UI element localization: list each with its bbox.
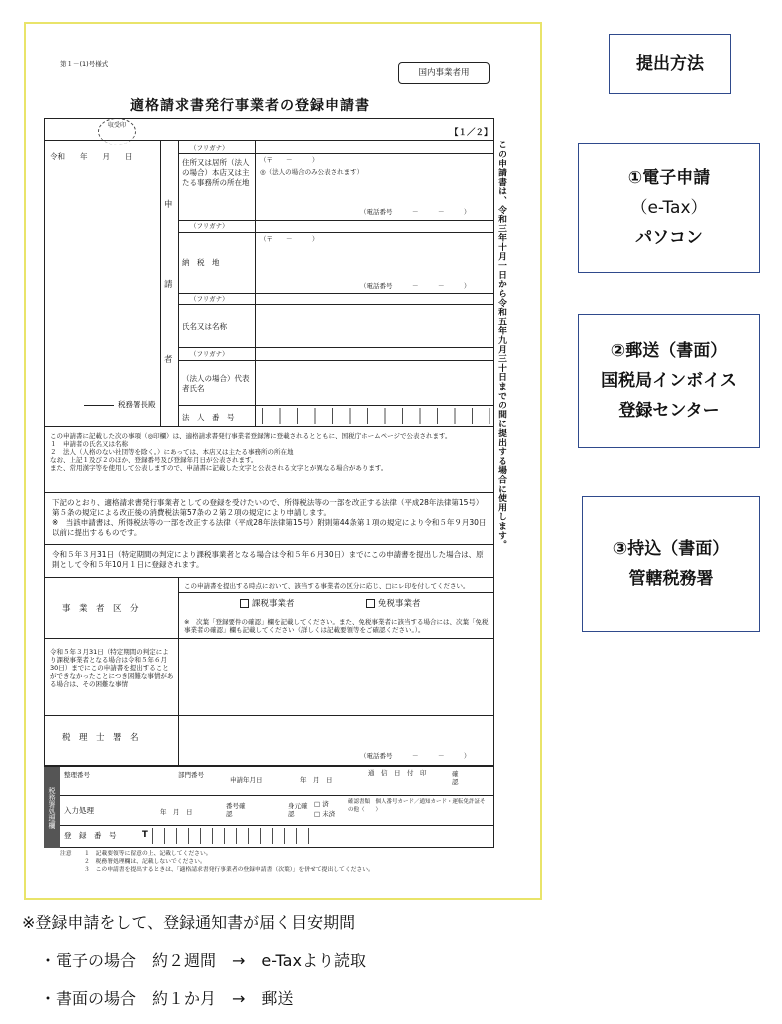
method-electronic: [578, 143, 760, 273]
office-dept-number: 部門番号: [178, 771, 204, 779]
office-not-done: □ 未済: [314, 810, 336, 818]
method-mail-line-3: 登録センター: [618, 401, 720, 421]
business-header: この申請書を提出する時点において、該当する事業者の区分に応じ、□にレ印を付してください。: [184, 582, 470, 590]
form-style-number: 第１－(1)号様式: [60, 60, 109, 68]
office-identity-check: 身元確認: [288, 802, 308, 818]
method-mail: [578, 314, 760, 448]
method-mail-line-2: 国税局インボイス: [601, 371, 737, 391]
hardship-label: 令和５年３月31日（特定期間の判定により課税事業者となる場合は令和５年６月30日）までにこの申請書を提出することができなかったことにつき困難な事情がある場合は、その困難な事情: [50, 648, 174, 688]
business-note: ※ 次葉「登録要件の確認」欄を記載してください。また、免税事業者に該当する場合には、次葉「免税事業者の確認」欄も記載してください（詳しくは記載要領等をご確認ください。）。: [184, 618, 489, 634]
furigana-3: （フリガナ）: [190, 295, 229, 303]
furigana-4: （フリガナ）: [190, 350, 229, 358]
publication-item-3: なお、上記１及び２のほか、登録番号及び登録年月日が公表されます。: [50, 456, 258, 464]
date-line: 令和 年 月 日: [50, 152, 133, 161]
office-check: 確認: [452, 770, 459, 786]
corporate-number-label: 法 人 番 号: [182, 413, 235, 422]
postal-1: （〒 － ）: [260, 156, 319, 164]
publication-item-2: ２ 法人（人格のない社団等を除く。）にあっては、本店又は主たる事務所の所在地: [50, 448, 294, 456]
submission-methods-title-text: 提出方法: [636, 54, 704, 74]
office-date-2: 年 月 日: [160, 808, 193, 816]
tax-accountant-label: 税 理 士 署 名: [62, 733, 139, 743]
office-number-check: 番号確認: [226, 802, 246, 818]
office-application-date: 申請年月日: [230, 776, 263, 784]
corporate-number-boxes: [262, 408, 490, 424]
method-electronic-line-3: パソコン: [635, 228, 703, 248]
office-id-documents: 確認書類 個人番号カード／通知カード・運転免許証その他（ ）: [348, 799, 486, 813]
phone-3: （電話番号 － － ）: [360, 752, 471, 760]
applicant-char-2: 請: [164, 280, 173, 290]
note-2: ２ 税務署処理欄は、記載しないでください。: [84, 859, 206, 865]
note-3: ３ この申請書を提出するときは、「適格請求書発行事業者の登録申請書（次葉）」を併せて提出してください。: [84, 867, 374, 873]
category-badge: 国内事業者用: [398, 62, 490, 84]
publication-note-text: この申請書に記載した次の事項（◎印欄）は、適格請求書発行事業者登録簿に登載されるとともに、国税庁ホームページで公表されます。: [50, 432, 452, 440]
registration-number-boxes: [152, 828, 312, 844]
exempt-label: 免税事業者: [378, 599, 421, 609]
tax-office-label: 税務署長殿: [118, 400, 156, 409]
publication-item-1: １ 申請者の氏名又は名称: [50, 440, 128, 448]
taxable-business-option[interactable]: [240, 599, 295, 610]
footer-electronic-period: ・電子の場合 約２週間 → e-Taxより読取: [40, 951, 366, 970]
deadline-note: 令和５年３月31日（特定期間の判定により課税事業者となる場合は令和５年６月30日）までにこの申請書を提出した場合は、原則として令和５年10月１日に登録されます。: [52, 550, 484, 569]
exempt-business-option[interactable]: [366, 599, 421, 610]
method-in-person-line-1: ③持込（書面）: [612, 539, 730, 559]
exempt-checkbox[interactable]: [366, 599, 375, 608]
form-title: 適格請求書発行事業者の登録申請書: [130, 98, 370, 114]
office-stamp: 通 信 日 付 印: [368, 769, 427, 777]
office-registration-number: 登 録 番 号: [64, 831, 117, 840]
footer-period-heading: ※登録申請をして、登録通知書が届く目安期間: [22, 913, 356, 932]
phone-2: （電話番号 － － ）: [360, 282, 471, 290]
method-in-person-line-2: 管轄税務署: [628, 569, 714, 589]
office-input-process: 入力処理: [64, 806, 94, 815]
taxable-label: 課税事業者: [252, 599, 295, 609]
method-electronic-line-2: （e-Tax）: [630, 198, 708, 218]
business-category-label: 事 業 者 区 分: [62, 604, 139, 614]
postal-2: （〒 － ）: [260, 235, 319, 243]
form-notes: [60, 850, 500, 874]
applicant-char-3: 者: [164, 355, 173, 365]
receipt-stamp-label: 収受印: [107, 122, 126, 129]
taxable-checkbox[interactable]: [240, 599, 249, 608]
furigana-1: （フリガナ）: [190, 144, 229, 152]
address-label: 住所又は居所（法人の場合）本店又は主たる事務所の所在地: [182, 158, 250, 187]
office-use-column: 税務署処理欄: [44, 767, 60, 848]
law-note-text: 下記のとおり、適格請求書発行事業者としての登録を受けたいので、所得税法等の一部を改正する法律（平成28年法律第15号）第５条の規定による改正後の消費税法第57条の２第２項の規定により申請します。: [52, 498, 484, 517]
page-indicator: 【１／２】: [450, 128, 493, 138]
method-in-person: [582, 496, 760, 632]
office-date-1: 年 月 日: [300, 776, 333, 784]
office-done: □ 済: [314, 800, 329, 808]
notes-heading: 注意: [60, 851, 72, 857]
representative-label: （法人の場合）代表者氏名: [182, 374, 250, 393]
note-1: １ 記載要領等に留意の上、記載してください。: [84, 851, 212, 857]
method-mail-line-1: ②郵送（書面）: [610, 341, 728, 361]
registration-prefix: T: [142, 830, 148, 840]
name-label: 氏名又は名称: [182, 322, 227, 331]
footer-paper-period: ・書面の場合 約１か月 → 郵送: [40, 989, 294, 1008]
publication-note: [50, 432, 490, 472]
phone-1: （電話番号 － － ）: [360, 208, 471, 216]
office-ref-number: 整理番号: [64, 771, 90, 779]
publication-item-4: また、常用漢字等を使用して公表しますので、申請書に記載した文字と公表される文字とが異なる場合があります。: [50, 464, 388, 472]
law-note: [52, 498, 488, 538]
tax-place-label: 納 税 地: [182, 258, 220, 267]
law-note-text-2: ※ 当該申請書は、所得税法等の一部を改正する法律（平成28年法律第15号）附則第44条第１項の規定により令和５年９月30日以前に提出するものです。: [52, 518, 487, 537]
method-electronic-line-1: ①電子申請: [627, 168, 711, 188]
address-note: ◎（法人の場合のみ公表されます）: [260, 168, 364, 176]
side-note: この申請書は、令和三年十月一日から令和五年九月三十日までの間に提出する場合に使用します。: [496, 140, 506, 550]
submission-methods-title: [609, 34, 731, 94]
furigana-2: （フリガナ）: [190, 222, 229, 230]
applicant-char-1: 申: [164, 200, 173, 210]
